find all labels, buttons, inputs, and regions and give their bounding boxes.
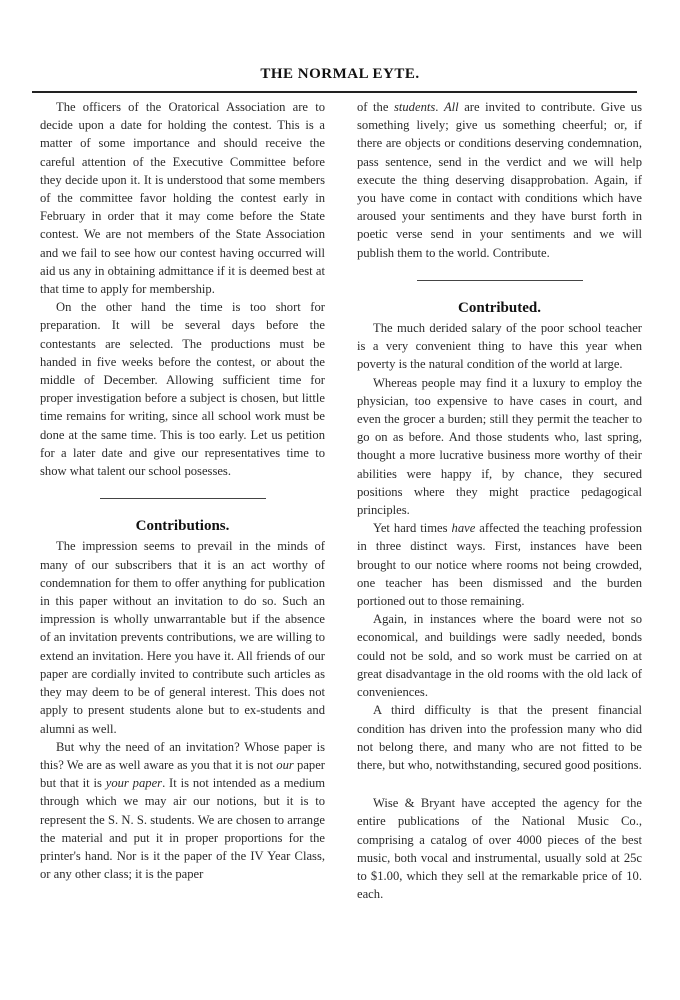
italic-run: students [393, 100, 436, 114]
left-column [40, 98, 325, 883]
oratorical-paragraph-1: The officers of the Oratorical Association are to decide upon a date for holding the contest. This is a matter of some importance and should receive the careful attention of the Executive Committee before they decide upon it. It is understood that some members of the committee favor holding the contest early in February in order that it may come before the State contest. We are not members of the State Association and we fail to see how our contest having occurred will aid us any in obtaining admittance if it is deemed best at that time to apply for membership. [40, 100, 325, 297]
text-run: paper but that it is [40, 757, 325, 791]
text-run: of the [357, 100, 394, 114]
contributed-paragraph-3 [357, 519, 642, 610]
contributed-paragraph-4: Again, in instances where the board were not so economical, and buildings were sadly needed, bonds could not be sold, and so work must be carried on at great disadvantage in the old rooms with the old lack of conveniences. [357, 612, 642, 700]
italic-run: your paper [105, 776, 163, 791]
text-run: But why the need of an invitation? Whose paper is this? We are as well aware as you that it is not [40, 739, 325, 772]
text-run: . It is not intended as a medium through which we may air our notions, but it is to represent the S. N. S. students. We are chosen to arrange the material and put it in proper proportions for the printer's hand. Nor is it the paper of the IV Year Class, or any other class; it is the paper [40, 776, 326, 882]
contributions-heading: Contributions. [135, 518, 230, 535]
italic-run: have [451, 521, 476, 536]
contributed-paragraph-2: Whereas people may find it a luxury to employ the physician, too expensive to have cases in court, and even the grocer a burden; still they permit the teacher to go on as before. And those students who, last spring, thought a more lucrative business more worthy of their abilities were happy if, by chance, they secured positions where they might practice pedagogical principles. [357, 375, 642, 518]
contributions-paragraph-1: The impression seems to prevail in the minds of many of our subscribers that it is an act worthy of condemnation for them to offer anything for publication in this paper without an invitation to do so. Such an impression is wholly unwarrantable but if the absence of an invitation prevents contributions, we are willing to extend an invitation. Here you have it. All friends of our paper are cordially invited to contribute such articles as they may deem to be of general interest. This does not apply to present students alone but to ex-students and alumni as well. [40, 539, 325, 736]
contributions-paragraph-2 [40, 738, 325, 884]
oratorical-paragraph-2: On the other hand the time is too short for preparation. It will be several days before the contestants are selected. The productions must be handed in five weeks before the contest, or about the middle of December. Allowing sufficient time for proper investigation before a subject is chosen, but little time remains for writing, since all school work must be done at the same time. This is too early. Let us petition for a later date and give our representatives time to show what talent our school posesses. [40, 300, 325, 479]
contributed-paragraph-1: The much derided salary of the poor school teacher is a very convenient thing to have this year when poverty is the natural condition of the world at large. [357, 321, 642, 372]
text-run: Yet hard times [373, 521, 452, 536]
text-run: affected the teaching profession in three distinct ways. First, instances have been brought to our notice where rooms not being crowded, one teacher has been dismissed and the burden portioned out to those remaining. [357, 521, 643, 609]
italic-run: All [443, 100, 459, 114]
contributed-paragraph-5: A third difficulty is that the present financial condition has driven into the profession many who did not belong there, and many who are not fitted to be there, but who, notwithstanding, secured good positions. [357, 703, 642, 772]
section-divider [100, 498, 266, 499]
contributions-continued [357, 98, 642, 262]
masthead-title: THE NORMAL EYTE. [260, 66, 420, 82]
contributed-heading: Contributed. [458, 299, 541, 316]
right-column [357, 98, 642, 903]
italic-run: our [276, 757, 294, 772]
spacer [357, 774, 642, 794]
text-run: are invited to contribute. Give us something lively; give us something cheerful; or, if there are objects or conditions deserving condemnation, pass sentence, send in the verdict and we will help execute the thing deserving disapprobation. Again, if you have come in contact with conditions which have aroused your sentiments and they have burst forth in poetic verse send in your sentiments and we will publish them to the world. Contribute. [357, 100, 642, 260]
music-notice: Wise & Bryant have accepted the agency for the entire publications of the National Music Co., comprising a catalog of over 4000 pieces of the best music, both vocal and instrumental, usually sold at 25c to $1.00, which they sell at the remarkable price of 10. each. [357, 796, 642, 902]
text-run: . [435, 100, 444, 114]
section-divider [417, 280, 583, 281]
header-rule [32, 91, 637, 93]
